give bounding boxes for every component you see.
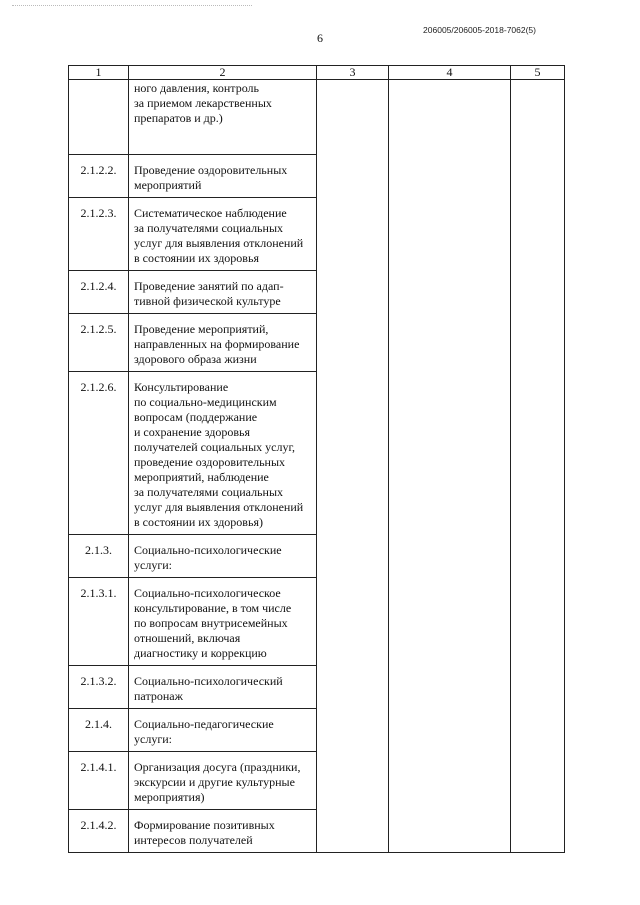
- empty-cell-col-3: [317, 155, 389, 198]
- column-header-1: 1: [69, 66, 129, 80]
- empty-cell-col-3: [317, 372, 389, 535]
- service-description: Социально-психологическое консультирование, в том числе по вопросам внутрисемейных отношений, включая диагностику и коррекцию: [129, 578, 317, 666]
- table-row: [69, 810, 565, 853]
- empty-cell-col-3: [317, 810, 389, 853]
- service-description: ного давления, контроль за приемом лекарственных препаратов и др.): [129, 80, 317, 155]
- column-header-5: 5: [511, 66, 565, 80]
- empty-cell-col-4: [389, 752, 511, 810]
- page-number: 6: [317, 31, 323, 45]
- table-row: [69, 155, 565, 198]
- empty-cell-col-3: [317, 271, 389, 314]
- empty-cell-col-3: [317, 80, 389, 155]
- empty-cell-col-4: [389, 709, 511, 752]
- empty-cell-col-3: [317, 666, 389, 709]
- service-description: Формирование позитивных интересов получателей: [129, 810, 317, 853]
- item-number: 2.1.2.5.: [69, 314, 129, 372]
- item-number: 2.1.3.2.: [69, 666, 129, 709]
- table-row: [69, 578, 565, 666]
- service-description: Социально-психологический патронаж: [129, 666, 317, 709]
- empty-cell-col-4: [389, 271, 511, 314]
- column-header-3: 3: [317, 66, 389, 80]
- empty-cell-col-5: [511, 535, 565, 578]
- service-description: Проведение занятий по адап- тивной физической культуре: [129, 271, 317, 314]
- empty-cell-col-5: [511, 372, 565, 535]
- empty-cell-col-4: [389, 372, 511, 535]
- item-number: 2.1.2.3.: [69, 198, 129, 271]
- empty-cell-col-5: [511, 666, 565, 709]
- table-row: [69, 752, 565, 810]
- item-number: 2.1.3.: [69, 535, 129, 578]
- table-row: [69, 372, 565, 535]
- scan-artifact: [12, 5, 252, 8]
- empty-cell-col-5: [511, 198, 565, 271]
- empty-cell-col-4: [389, 666, 511, 709]
- header-row: [69, 66, 565, 80]
- empty-cell-col-3: [317, 198, 389, 271]
- empty-cell-col-5: [511, 709, 565, 752]
- service-description: Социально-педагогические услуги:: [129, 709, 317, 752]
- empty-cell-col-5: [511, 271, 565, 314]
- service-description: Социально-психологические услуги:: [129, 535, 317, 578]
- empty-cell-col-5: [511, 155, 565, 198]
- table-row: [69, 80, 565, 155]
- table-row: [69, 666, 565, 709]
- empty-cell-col-4: [389, 198, 511, 271]
- empty-cell-col-4: [389, 578, 511, 666]
- table-row: [69, 709, 565, 752]
- table-row: [69, 314, 565, 372]
- empty-cell-col-3: [317, 709, 389, 752]
- empty-cell-col-3: [317, 535, 389, 578]
- empty-cell-col-5: [511, 578, 565, 666]
- table-row: [69, 271, 565, 314]
- empty-cell-col-4: [389, 80, 511, 155]
- empty-cell-col-4: [389, 314, 511, 372]
- table-row: [69, 198, 565, 271]
- item-number: 2.1.4.1.: [69, 752, 129, 810]
- empty-cell-col-4: [389, 155, 511, 198]
- column-header-2: 2: [129, 66, 317, 80]
- item-number: 2.1.2.6.: [69, 372, 129, 535]
- item-number: 2.1.4.: [69, 709, 129, 752]
- item-number: 2.1.3.1.: [69, 578, 129, 666]
- service-description: Систематическое наблюдение за получателями социальных услуг для выявления отклонений в состоянии их здоровья: [129, 198, 317, 271]
- item-number: 2.1.4.2.: [69, 810, 129, 853]
- item-number: 2.1.2.2.: [69, 155, 129, 198]
- empty-cell-col-3: [317, 752, 389, 810]
- table-body: [69, 80, 565, 853]
- table-row: [69, 535, 565, 578]
- empty-cell-col-5: [511, 80, 565, 155]
- item-number: [69, 80, 129, 155]
- empty-cell-col-3: [317, 314, 389, 372]
- service-description: Организация досуга (праздники, экскурсии и другие культурные мероприятия): [129, 752, 317, 810]
- empty-cell-col-4: [389, 535, 511, 578]
- empty-cell-col-5: [511, 314, 565, 372]
- empty-cell-col-5: [511, 752, 565, 810]
- empty-cell-col-5: [511, 810, 565, 853]
- empty-cell-col-4: [389, 810, 511, 853]
- item-number: 2.1.2.4.: [69, 271, 129, 314]
- service-description: Проведение оздоровительных мероприятий: [129, 155, 317, 198]
- column-header-4: 4: [389, 66, 511, 80]
- services-table: [68, 65, 565, 853]
- service-description: Проведение мероприятий, направленных на формирование здорового образа жизни: [129, 314, 317, 372]
- empty-cell-col-3: [317, 578, 389, 666]
- service-description: Консультирование по социально-медицинским вопросам (поддержание и сохранение здоровья получателей социальных услуг, проведение оздоровительных мероприятий, наблюдение за получателями социальных услуг для выявления отклонений в состоянии их здоровья): [129, 372, 317, 535]
- document-code: 206005/206005-2018-7062(5): [423, 25, 536, 35]
